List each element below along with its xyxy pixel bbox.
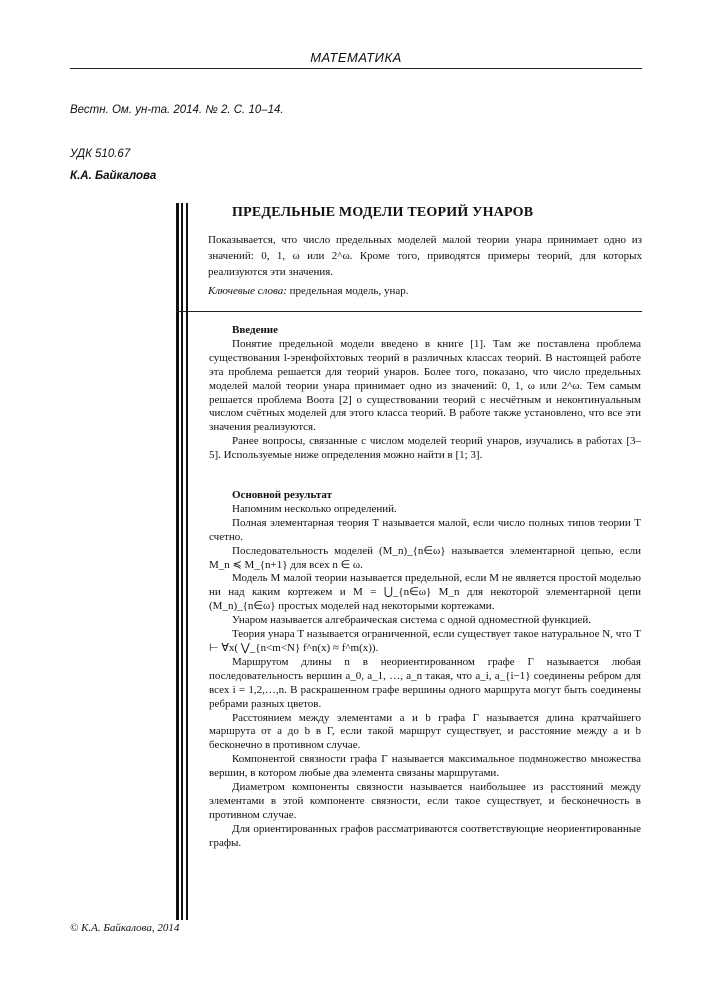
paragraph: Ранее вопросы, связанные с числом моделей теорий унаров, изучались в работах [3–5]. Используемые ниже определения можно найти в [1; 3]. <box>209 435 641 462</box>
copyright: © К.А. Байкалова, 2014 <box>70 922 180 934</box>
keywords-text: предельная модель, унар. <box>289 285 409 297</box>
paper-title: ПРЕДЕЛЬНЫЕ МОДЕЛИ ТЕОРИЙ УНАРОВ <box>232 205 534 220</box>
section-heading: Основной результат <box>232 489 333 501</box>
abstract-rule <box>176 311 642 312</box>
paragraph: Напомним несколько определений. <box>232 502 397 515</box>
keywords-label: Ключевые слова: <box>208 285 287 297</box>
udk-code: УДК 510.67 <box>70 148 131 160</box>
paragraph: Последовательность моделей (M_n)_{n∈ω} называется элементарной цепью, если M_n ≼ M_{n+1} для всех n ∈ ω. <box>209 544 641 571</box>
paragraph: Модель M малой теории называется предельной, если M не является простой моделью ни над каким кортежем и M = ⋃_{n∈ω} M_n для некоторой элементарной цепи (M_n)_{n∈ω} простых моделей над некоторыми кортежами. <box>209 572 641 613</box>
header-rule <box>70 68 642 69</box>
author-name: К.А. Байкалова <box>70 170 157 182</box>
keywords <box>208 285 408 297</box>
journal-section-header: МАТЕМАТИКА <box>310 50 402 65</box>
paragraph: Маршрутом длины n в неориентированном графе Γ называется любая последовательность вершин a_0, a_1, …, a_n такая, что a_i, a_{i−1} соединены ребром для всех i = 1,2,…,n. В раскрашенном графе вершины одного маршрута могут быть соединены ребрами разных цветов. <box>209 655 641 710</box>
paragraph: Понятие предельной модели введено в книге [1]. Там же поставлена проблема существования l-эренфойхтовых теорий в различных классах теорий. В настоящей работе эта проблема решается для теорий унаров. Более того, показано, что число предельных моделей малой теории унара принимает одно из значений: 0, 1, ω или 2^ω. Тем самым решается проблема Воота [2] о существовании теорий с несчётным и неконтинуальным числом счётных моделей для этого класса теорий. В работе также установлено, что все эти значения реализуются. <box>209 337 641 434</box>
paragraph: Унаром называется алгебраическая система с одной одноместной функцией. <box>232 614 592 627</box>
paragraph: Для ориентированных графов рассматриваются соответствующие неориентированные графы. <box>209 822 641 849</box>
section-main-result <box>209 489 641 851</box>
paragraph: Расстоянием между элементами a и b графа Γ называется длина кратчайшего маршрута от a до b в Γ, если такой маршрут существует, и расстояние между a и b бесконечно в противном случае. <box>209 711 641 752</box>
paragraph: Полная элементарная теория T называется малой, если число полных типов теории T счетно. <box>209 516 641 543</box>
section-heading: Введение <box>232 324 279 336</box>
paragraph: Теория унара T называется ограниченной, если существует такое натуральное N, что T ⊢ ∀x( ⋁_{n<m<N} f^n(x) ≈ f^m(x)). <box>209 628 641 654</box>
section-introduction <box>209 324 641 463</box>
abstract: Показывается, что число предельных моделей малой теории унара принимает одно из значений: 0, 1, ω или 2^ω. Кроме того, приводятся примеры теорий, для которых реализуются эти значения. <box>208 234 642 278</box>
citation: Вестн. Ом. ун-та. 2014. № 2. С. 10–14. <box>70 104 284 116</box>
paragraph: Компонентой связности графа Γ называется максимальное подмножество множества вершин, в котором любые два элемента связаны маршрутами. <box>209 753 641 780</box>
paragraph: Диаметром компоненты связности называется наибольшее из расстояний между элементами в этой компоненте связности, если такое существует, и бесконечность в противном случае. <box>209 781 641 821</box>
